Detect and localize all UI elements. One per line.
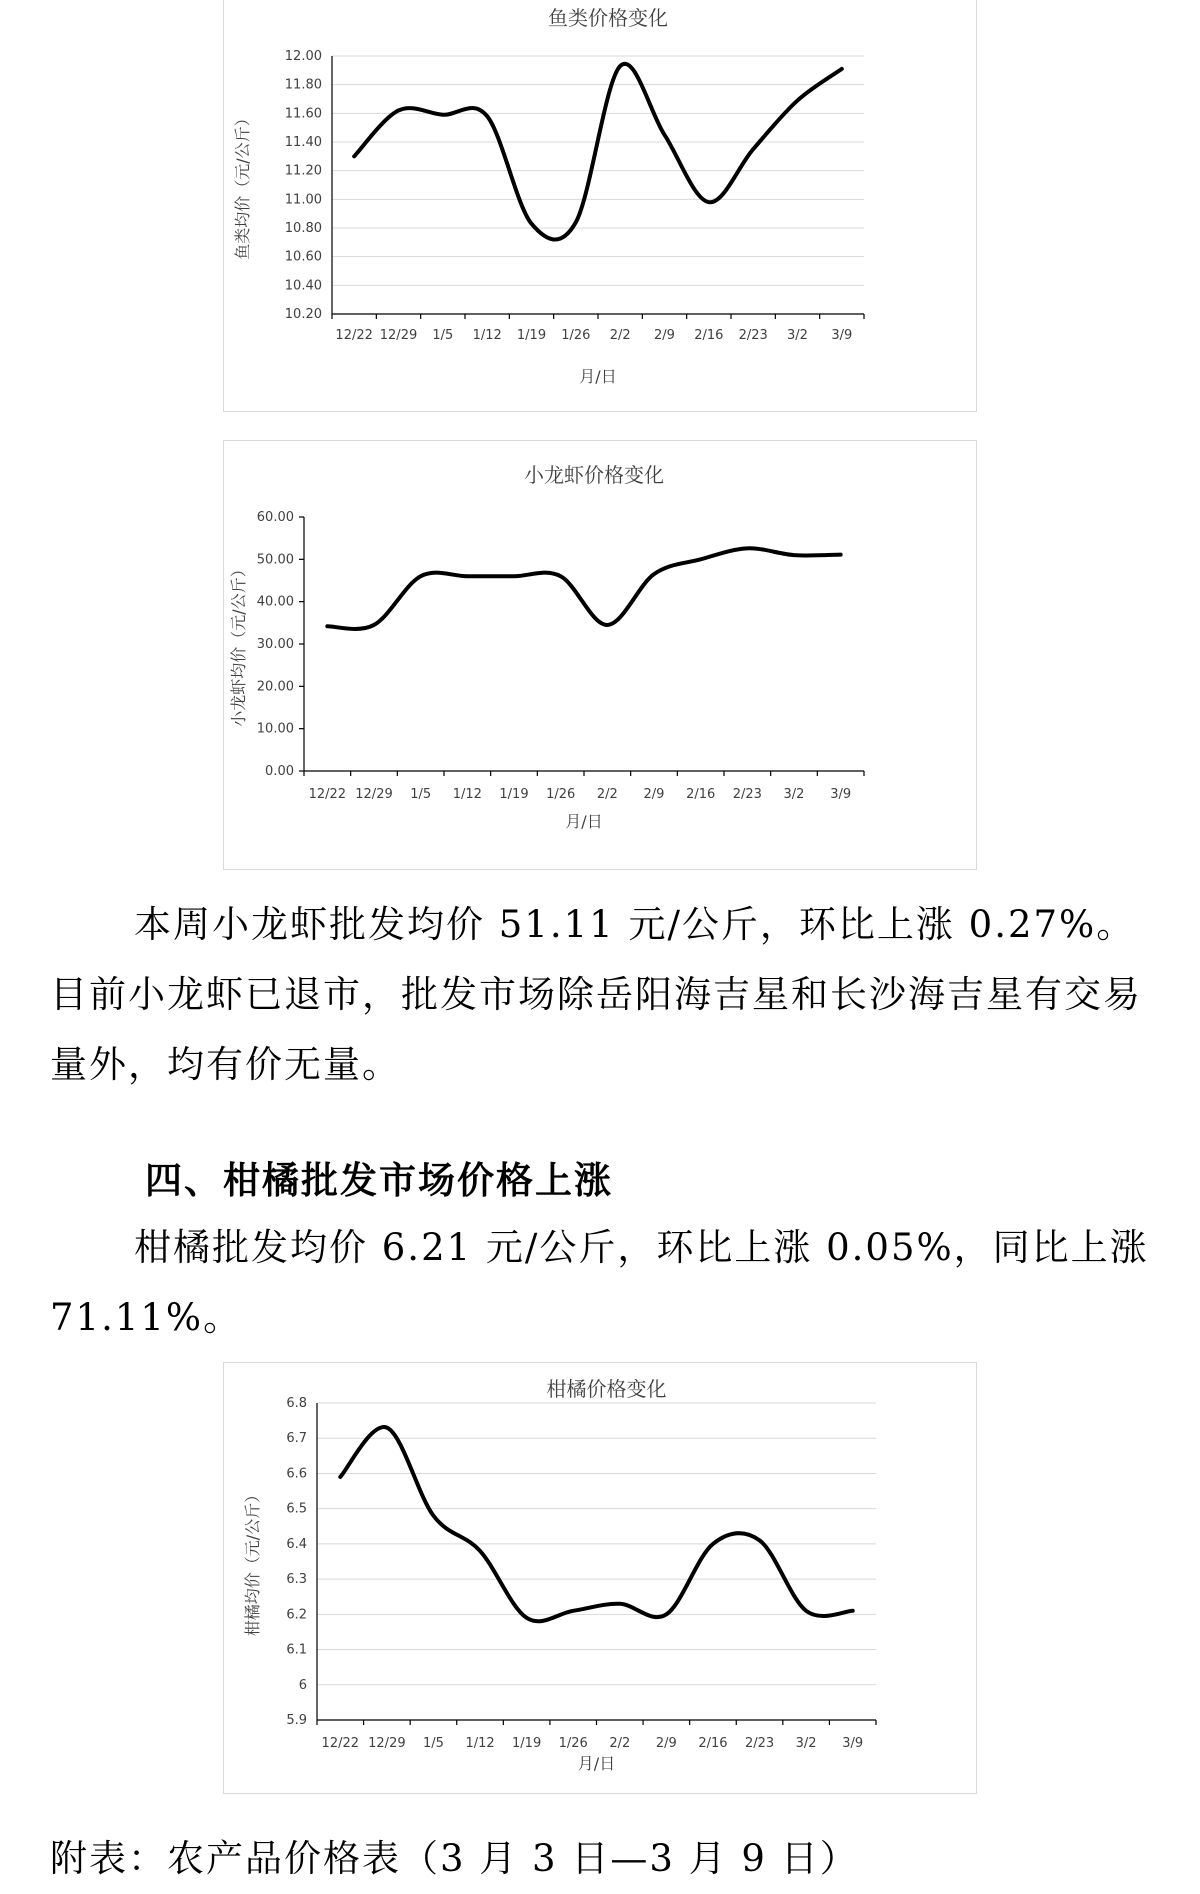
- x-tick-label: 2/16: [694, 328, 723, 343]
- y-tick-label: 6.2: [286, 1607, 307, 1622]
- y-tick-label: 30.00: [257, 637, 294, 652]
- x-tick-label: 3/9: [830, 787, 851, 802]
- x-tick-label: 2/2: [610, 328, 631, 343]
- x-tick-label: 1/12: [473, 328, 502, 343]
- x-tick-label: 1/26: [559, 1736, 588, 1751]
- series-line: [340, 1427, 852, 1621]
- series-line: [354, 64, 842, 240]
- y-tick-label: 20.00: [257, 679, 294, 694]
- y-tick-label: 6.6: [286, 1466, 307, 1481]
- y-tick-label: 11.00: [285, 192, 322, 207]
- x-tick-label: 2/2: [597, 787, 618, 802]
- y-tick-label: 50.00: [257, 552, 294, 567]
- section-heading: 四、柑橘批发市场价格上涨: [145, 1150, 613, 1204]
- y-axis-title: 小龙虾均价（元/公斤）: [229, 561, 248, 726]
- x-tick-label: 12/22: [309, 787, 346, 802]
- x-tick-label: 3/9: [831, 328, 852, 343]
- chart-title: 柑橘价格变化: [547, 1377, 667, 1401]
- y-tick-label: 11.60: [285, 106, 322, 121]
- series-line: [327, 548, 840, 629]
- y-tick-label: 6.7: [286, 1431, 307, 1446]
- y-tick-label: 11.40: [285, 135, 322, 150]
- citrus-paragraph: 柑橘批发均价 6.21 元/公斤，环比上涨 0.05%，同比上涨 71.11%。: [50, 1213, 1150, 1353]
- y-tick-label: 5.9: [286, 1713, 307, 1728]
- y-tick-label: 10.40: [285, 278, 322, 293]
- y-tick-label: 60.00: [257, 510, 294, 525]
- x-tick-label: 1/5: [410, 787, 431, 802]
- chart-title: 小龙虾价格变化: [524, 463, 664, 487]
- x-tick-label: 1/19: [517, 328, 546, 343]
- x-tick-label: 2/16: [698, 1736, 727, 1751]
- y-tick-label: 11.20: [285, 164, 322, 179]
- x-axis-title: 月/日: [579, 367, 616, 386]
- x-axis-title: 月/日: [565, 812, 602, 831]
- x-tick-label: 12/22: [322, 1736, 359, 1751]
- x-tick-label: 3/9: [842, 1736, 863, 1751]
- x-tick-label: 1/19: [512, 1736, 541, 1751]
- x-tick-label: 3/2: [787, 328, 808, 343]
- x-tick-label: 1/12: [465, 1736, 494, 1751]
- x-tick-label: 2/9: [656, 1736, 677, 1751]
- x-tick-label: 2/9: [654, 328, 675, 343]
- crayfish-chart-svg: [224, 441, 976, 869]
- fish-chart-svg: [224, 0, 976, 411]
- y-tick-label: 10.00: [257, 722, 294, 737]
- x-tick-label: 1/26: [546, 787, 575, 802]
- y-tick-label: 40.00: [257, 595, 294, 610]
- y-tick-label: 11.80: [285, 78, 322, 93]
- x-tick-label: 2/2: [609, 1736, 630, 1751]
- x-tick-label: 12/22: [335, 328, 372, 343]
- x-tick-label: 2/9: [644, 787, 665, 802]
- fish-price-chart: [223, 0, 977, 412]
- x-axis-title: 月/日: [578, 1754, 615, 1773]
- y-tick-label: 6.1: [286, 1643, 307, 1658]
- crayfish-price-chart: [223, 440, 977, 870]
- citrus-price-chart: [223, 1362, 977, 1794]
- y-tick-label: 6: [299, 1678, 307, 1693]
- appendix-caption: 附表：农产品价格表（3 月 3 日—3 月 9 日）: [50, 1824, 1150, 1894]
- y-tick-label: 6.4: [286, 1537, 307, 1552]
- x-tick-label: 2/16: [686, 787, 715, 802]
- crayfish-paragraph: 本周小龙虾批发均价 51.11 元/公斤，环比上涨 0.27%。目前小龙虾已退市，批发市场除岳阳海吉星和长沙海吉星有交易量外，均有价无量。: [50, 890, 1150, 1100]
- x-tick-label: 1/12: [453, 787, 482, 802]
- y-tick-label: 6.8: [286, 1396, 307, 1411]
- y-tick-label: 10.20: [285, 307, 322, 322]
- x-tick-label: 1/26: [561, 328, 590, 343]
- x-tick-label: 12/29: [380, 328, 417, 343]
- y-tick-label: 6.3: [286, 1572, 307, 1587]
- x-tick-label: 2/23: [745, 1736, 774, 1751]
- x-tick-label: 12/29: [355, 787, 392, 802]
- y-axis-title: 鱼类均价（元/公斤）: [233, 110, 252, 259]
- y-tick-label: 0.00: [265, 764, 294, 779]
- x-tick-label: 2/23: [739, 328, 768, 343]
- y-tick-label: 12.00: [285, 49, 322, 64]
- x-tick-label: 1/5: [432, 328, 453, 343]
- x-tick-label: 1/19: [499, 787, 528, 802]
- citrus-chart-svg: [224, 1363, 976, 1793]
- chart-title: 鱼类价格变化: [548, 6, 668, 30]
- x-tick-label: 3/2: [796, 1736, 817, 1751]
- y-tick-label: 6.5: [286, 1502, 307, 1517]
- x-tick-label: 2/23: [733, 787, 762, 802]
- x-tick-label: 1/5: [423, 1736, 444, 1751]
- y-tick-label: 10.80: [285, 221, 322, 236]
- y-tick-label: 10.60: [285, 250, 322, 265]
- x-tick-label: 12/29: [368, 1736, 405, 1751]
- y-axis-title: 柑橘均价（元/公斤）: [243, 1487, 262, 1636]
- x-tick-label: 3/2: [784, 787, 805, 802]
